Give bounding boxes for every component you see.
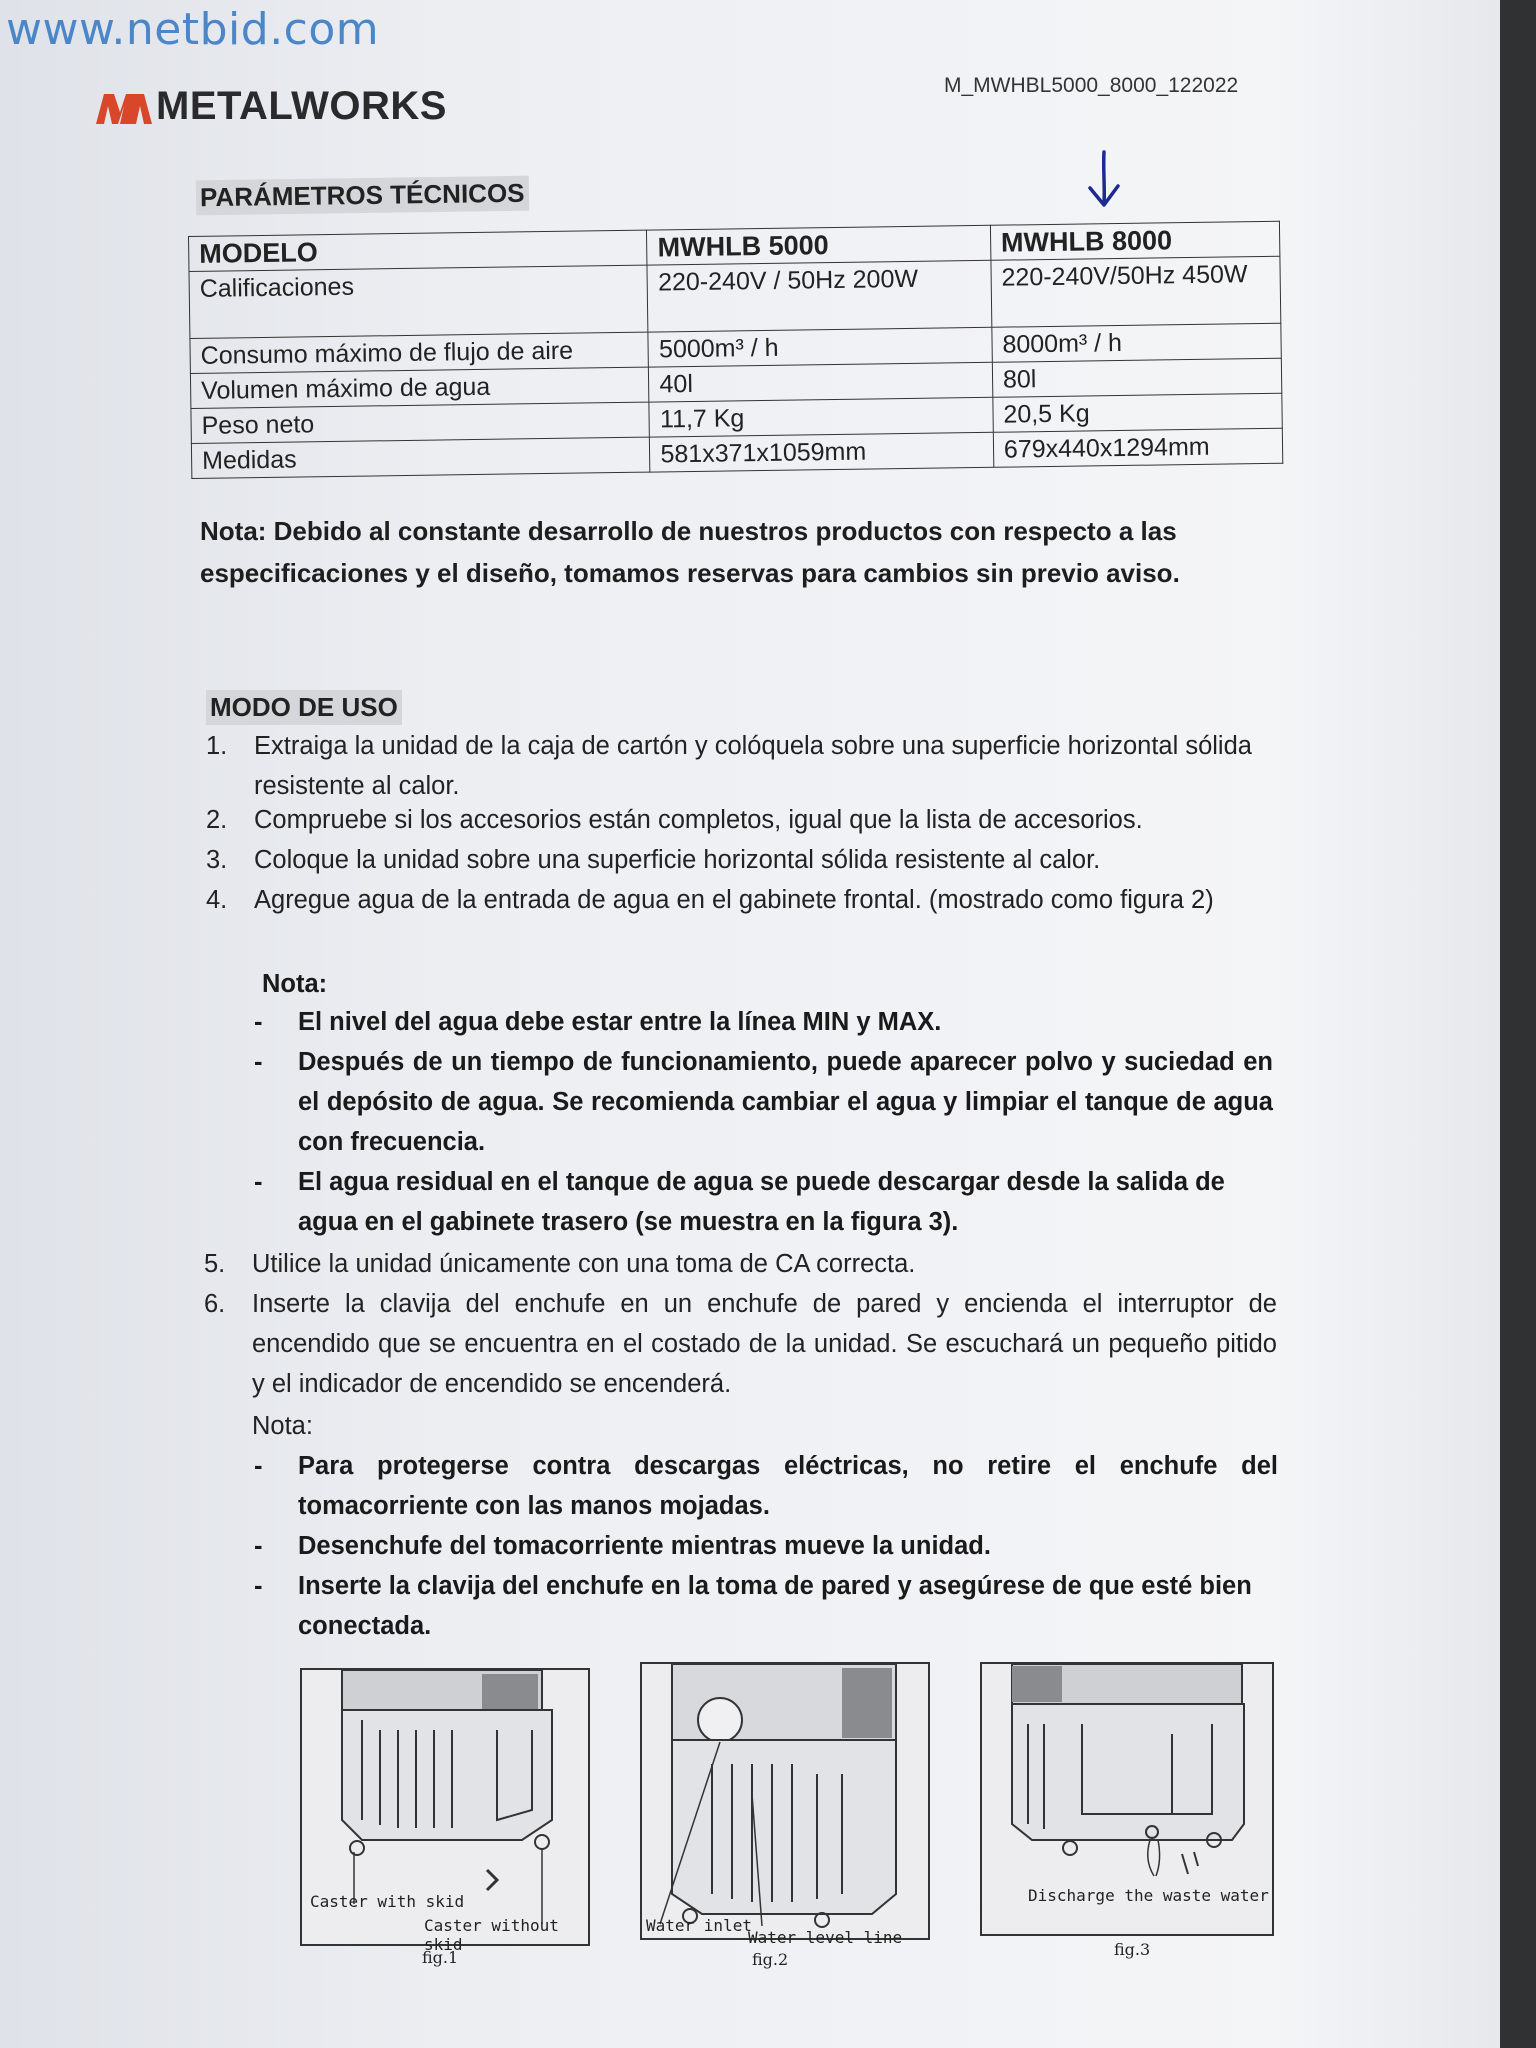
list-item: - El nivel del agua debe estar entre la línea MIN y MAX. bbox=[254, 1008, 942, 1036]
brand-logo bbox=[96, 84, 447, 129]
note-text: Inserte la clavija del enchufe en la toma de pared y asegúrese de que esté bien conectada. bbox=[298, 1572, 1252, 1640]
step-number: 5. bbox=[204, 1250, 226, 1278]
list-item: - El agua residual en el tanque de agua se puede descargar desde la salida de agua en el gabinete trasero (se muestra en la figura 3). bbox=[254, 1168, 1225, 1236]
table-header-cell: MWHLB 5000 bbox=[647, 225, 991, 265]
step-text: Coloque la unidad sobre una superficie horizontal sólida resistente al calor. bbox=[254, 846, 1101, 874]
metalworks-logo-icon bbox=[96, 90, 152, 124]
list-item: - Desenchufe del tomacorriente mientras mueve la unidad. bbox=[254, 1532, 991, 1560]
list-item bbox=[206, 840, 1268, 880]
figure-label: fig.2 bbox=[752, 1950, 789, 1969]
note-text: Para protegerse contra descargas eléctricas, no retire el enchufe del tomacorriente con las manos mojadas. bbox=[298, 1452, 1278, 1520]
table-cell: 5000m³ / h bbox=[648, 327, 992, 367]
note-text: Desenchufe del tomacorriente mientras mueve la unidad. bbox=[298, 1532, 991, 1560]
handwritten-arrow-icon bbox=[1084, 150, 1124, 210]
spec-table bbox=[188, 221, 1283, 479]
list-item bbox=[204, 1284, 1277, 1404]
figure-2 bbox=[640, 1662, 930, 1947]
list-item bbox=[206, 800, 1268, 840]
note-text: El agua residual en el tanque de agua se puede descargar desde la salida de agua en el gabinete trasero (se muestra en la figura 3). bbox=[298, 1168, 1225, 1236]
step-number: 2. bbox=[206, 806, 228, 834]
brand-name: METALWORKS bbox=[156, 84, 447, 128]
table-cell: Peso neto bbox=[191, 402, 650, 443]
table-cell: 20,5 Kg bbox=[993, 393, 1283, 432]
tech-section-title: PARÁMETROS TÉCNICOS bbox=[196, 176, 529, 216]
list-item: - Para protegerse contra descargas eléctricas, no retire el enchufe del tomacorriente con las manos mojadas. bbox=[254, 1452, 1278, 1520]
watermark-text: www.netbid.com bbox=[6, 4, 380, 55]
table-header-cell: MWHLB 8000 bbox=[990, 221, 1280, 260]
list-item bbox=[206, 880, 1268, 920]
figure-3 bbox=[980, 1662, 1274, 1936]
step-text: Compruebe si los accesorios están completos, igual que la lista de accesorios. bbox=[254, 806, 1143, 834]
figure-caption: Water inlet bbox=[646, 1916, 752, 1935]
table-cell: 40l bbox=[649, 362, 993, 402]
list-item: - Después de un tiempo de funcionamiento, puede aparecer polvo y suciedad en el depósito de agua. Se recomienda cambiar el agua y limpiar el tanque de agua con frecuencia. bbox=[254, 1048, 1273, 1156]
step-number: 3. bbox=[206, 846, 228, 874]
table-cell: 80l bbox=[992, 358, 1282, 397]
usage-section-title: MODO DE USO bbox=[206, 690, 402, 725]
table-cell: Medidas bbox=[191, 437, 650, 478]
step-text: Extraiga la unidad de la caja de cartón y colóquela sobre una superficie horizontal sólida resistente al calor. bbox=[254, 732, 1252, 800]
note-label: Nota: bbox=[252, 1412, 313, 1440]
table-header-cell: MODELO bbox=[189, 230, 648, 271]
note-text: El nivel del agua debe estar entre la línea MIN y MAX. bbox=[298, 1008, 942, 1036]
table-cell: Calificaciones bbox=[189, 265, 648, 338]
table-cell: Consumo máximo de flujo de aire bbox=[190, 332, 649, 373]
note-paragraph: Nota: Debido al constante desarrollo de nuestros productos con respecto a las especificaciones y el diseño, tomamos reservas para cambios sin previo aviso. bbox=[200, 516, 1180, 588]
table-cell: 220-240V / 50Hz 200W bbox=[647, 260, 991, 332]
table-cell: 11,7 Kg bbox=[649, 397, 993, 437]
step-text: Utilice la unidad únicamente con una toma de CA correcta. bbox=[252, 1250, 916, 1278]
table-cell: 220-240V/50Hz 450W bbox=[991, 256, 1281, 327]
note-text: Después de un tiempo de funcionamiento, puede aparecer polvo y suciedad en el depósito de agua. Se recomienda cambiar el agua y limpiar el tanque de agua con frecuencia. bbox=[298, 1048, 1273, 1156]
step-text: Inserte la clavija del enchufe en un enchufe de pared y encienda el interruptor de encendido que se encuentra en el costado de la unidad. Se escuchará un pequeño pitido y el indicador de encendido se encenderá. bbox=[252, 1290, 1277, 1398]
note-label: Nota: bbox=[262, 970, 328, 998]
step-number: 4. bbox=[206, 886, 228, 914]
table-cell: Volumen máximo de agua bbox=[190, 367, 649, 408]
figure-caption: Water level line bbox=[748, 1928, 903, 1947]
figure-caption: Discharge the waste water bbox=[1028, 1886, 1269, 1905]
document-reference: M_MWHBL5000_8000_122022 bbox=[944, 74, 1239, 97]
figure-caption: Caster without skid bbox=[424, 1916, 559, 1954]
table-cell: 679x440x1294mm bbox=[993, 428, 1283, 467]
list-item bbox=[204, 1244, 1272, 1284]
figure-1 bbox=[300, 1668, 590, 1954]
figure-caption: Caster with skid bbox=[310, 1892, 465, 1911]
step-number: 6. bbox=[204, 1290, 226, 1318]
list-item: - Inserte la clavija del enchufe en la toma de pared y asegúrese de que esté bien conectada. bbox=[254, 1572, 1252, 1640]
figure-label: fig.3 bbox=[1114, 1940, 1151, 1959]
cooler-water-inlet-illustration bbox=[642, 1664, 928, 1938]
table-cell: 581x371x1059mm bbox=[650, 432, 994, 472]
list-item bbox=[206, 726, 1268, 806]
table-cell: 8000m³ / h bbox=[992, 323, 1282, 362]
figure-label: fig.1 bbox=[422, 1948, 459, 1967]
step-text: Agregue agua de la entrada de agua en el gabinete frontal. (mostrado como figura 2) bbox=[254, 886, 1214, 914]
step-number: 1. bbox=[206, 732, 228, 760]
